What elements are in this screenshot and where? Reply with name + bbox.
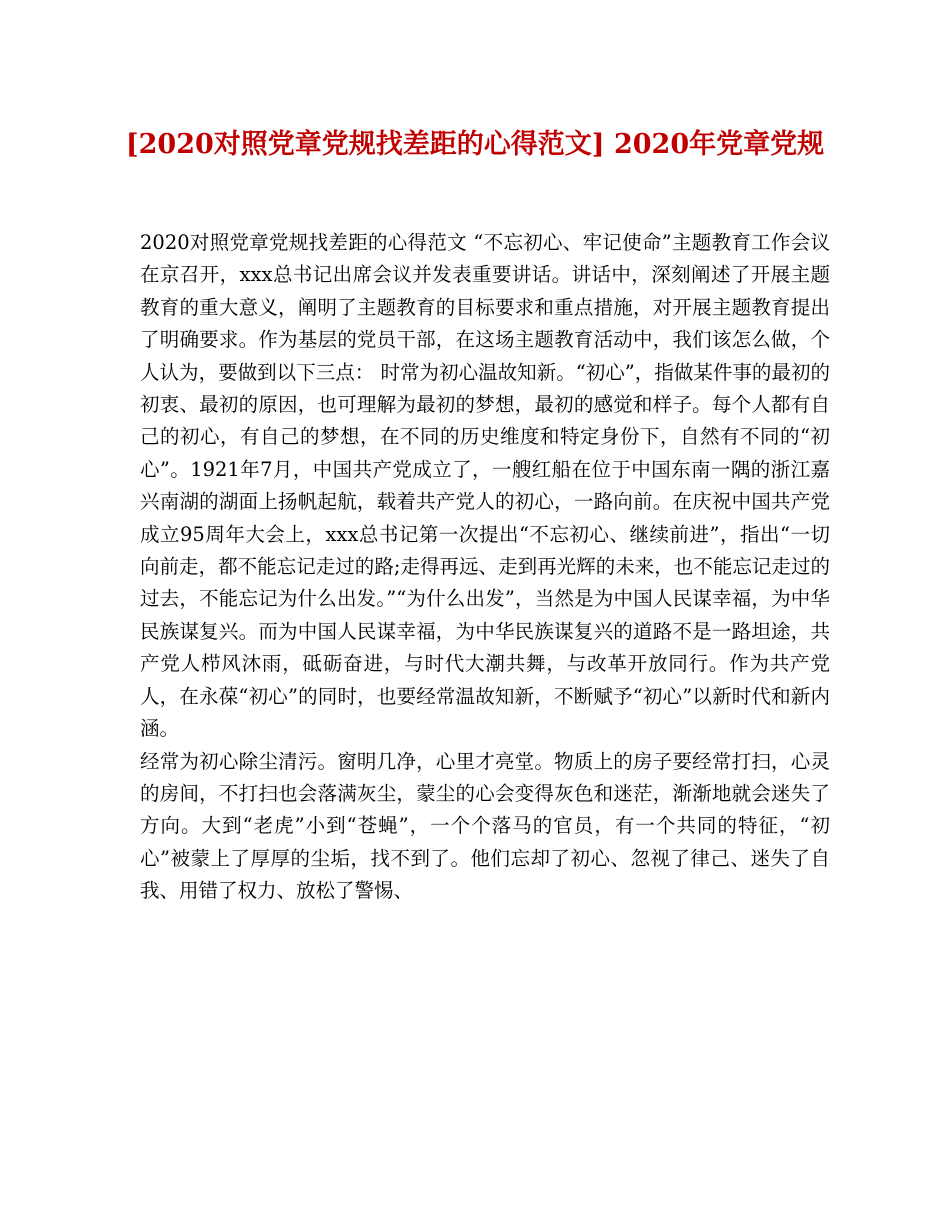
document-title: [2020对照党章党规找差距的心得范文] 2020年党章党规 [125, 129, 825, 160]
document-body [140, 227, 830, 908]
paragraph-1: 2020对照党章党规找差距的心得范文 “不忘初心、牢记使命”主题教育工作会议在京召开，xxx总书记出席会议并发表重要讲话。讲话中，深刻阐述了开展主题教育的重大意义，阐明了主题教育的目标要求和重点措施，对开展主题教育提出了明确要求。作为基层的党员干部，在这场主题教育活动中，我们该怎么做，个人认为，要做到以下三点： 时常为初心温故知新。“初心”，指做某件事的最初的初衷、最初的原因，也可理解为最初的梦想，最初的感觉和样子。每个人都有自己的初心，有自己的梦想，在不同的历史维度和特定身份下，自然有不同的“初心”。1921年7月，中国共产党成立了，一艘红船在位于中国东南一隅的浙江嘉兴南湖的湖面上扬帆起航，载着共产党人的初心，一路向前。在庆祝中国共产党成立95周年大会上，xxx总书记第一次提出“不忘初心、继续前进”，指出“一切向前走，都不能忘记走过的路;走得再远、走到再光辉的未来，也不能忘记走过的过去，不能忘记为什么出发。”“为什么出发”，当然是为中国人民谋幸福，为中华民族谋复兴。而为中国人民谋幸福，为中华民族谋复兴的道路不是一路坦途，共产党人栉风沐雨，砥砺奋进，与时代大潮共舞，与改革开放同行。作为共产党人，在永葆“初心”的同时，也要经常温故知新，不断赋予“初心”以新时代和新内涵。 [140, 231, 830, 741]
paragraph-2: 经常为初心除尘清污。窗明几净，心里才亮堂。物质上的房子要经常打扫，心灵的房间，不打扫也会落满灰尘，蒙尘的心会变得灰色和迷茫，渐渐地就会迷失了方向。大到“老虎”小到“苍蝇”，一个个落马的官员，有一个共同的特征，“初心”被蒙上了厚厚的尘垢，找不到了。他们忘却了初心、忽视了律己、迷失了自我、用错了权力、放松了警惕、 [140, 749, 830, 903]
